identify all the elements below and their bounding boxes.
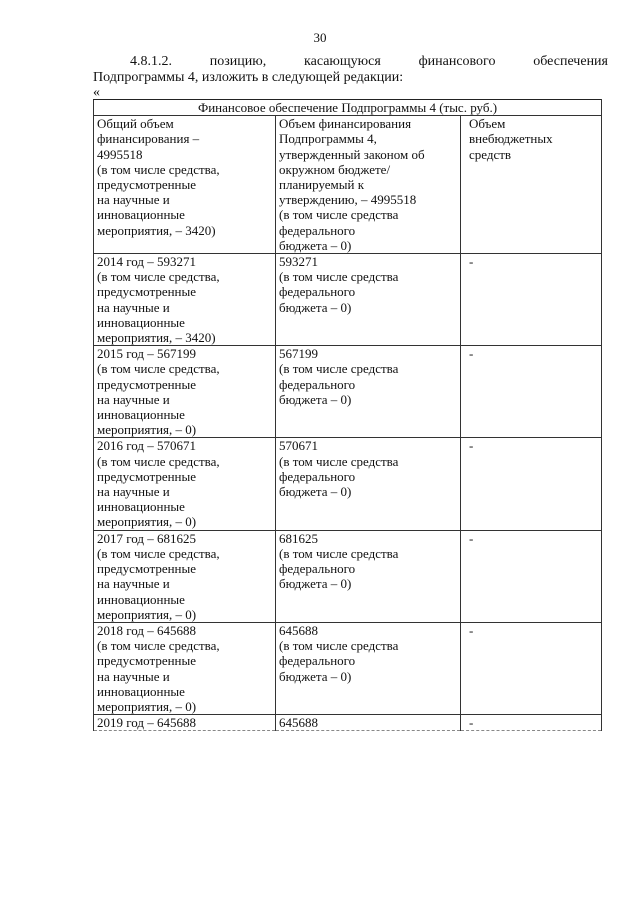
header-budget: Объем финансирования Подпрограммы 4, утвержденный законом об окружном бюджете/ планируемый к утверждению, – 4995518 (в том числе средства федерального бюджета – 0)	[276, 116, 461, 254]
open-quote: «	[93, 85, 100, 100]
table-row	[94, 254, 602, 346]
row-total-cell: 2019 год – 645688	[94, 715, 276, 731]
header-total: Общий объем финансирования – 4995518 (в том числе средства, предусмотренные на научные и инновационные мероприятия, – 3420)	[94, 116, 276, 254]
row-budget-cell: 645688 (в том числе средства федерального бюджета – 0)	[276, 622, 461, 714]
header-extrabudget: Объем внебюджетных средств	[461, 116, 602, 254]
row-extrabudget-cell: -	[461, 346, 602, 438]
row-extrabudget-cell: -	[461, 715, 602, 731]
table-row	[94, 346, 602, 438]
row-budget-cell: 570671 (в том числе средства федерального бюджета – 0)	[276, 438, 461, 530]
page-number: 30	[313, 30, 327, 45]
intro-line-1: 4.8.1.2. позицию, касающуюся финансового обеспечения	[130, 54, 608, 69]
financing-table	[93, 99, 602, 731]
table-row	[94, 622, 602, 714]
row-budget-cell: 645688	[276, 715, 461, 731]
row-extrabudget-cell: -	[461, 438, 602, 530]
row-total-cell: 2014 год – 593271 (в том числе средства, предусмотренные на научные и инновационные мероприятия, – 3420)	[94, 254, 276, 346]
row-total-cell: 2015 год – 567199 (в том числе средства, предусмотренные на научные и инновационные мероприятия, – 0)	[94, 346, 276, 438]
table-row	[94, 530, 602, 622]
table-row	[94, 438, 602, 530]
row-total-cell: 2016 год – 570671 (в том числе средства, предусмотренные на научные и инновационные мероприятия, – 0)	[94, 438, 276, 530]
intro-line-2: Подпрограммы 4, изложить в следующей редакции:	[93, 70, 404, 85]
row-extrabudget-cell: -	[461, 622, 602, 714]
row-extrabudget-cell: -	[461, 254, 602, 346]
row-total-cell: 2017 год – 681625 (в том числе средства, предусмотренные на научные и инновационные мероприятия, – 0)	[94, 530, 276, 622]
row-extrabudget-cell: -	[461, 530, 602, 622]
table-title-row	[94, 100, 602, 116]
table-row	[94, 715, 602, 731]
table-header-row	[94, 116, 602, 254]
row-total-cell: 2018 год – 645688 (в том числе средства, предусмотренные на научные и инновационные мероприятия, – 0)	[94, 622, 276, 714]
row-budget-cell: 567199 (в том числе средства федерального бюджета – 0)	[276, 346, 461, 438]
row-budget-cell: 681625 (в том числе средства федерального бюджета – 0)	[276, 530, 461, 622]
table-title: Финансовое обеспечение Подпрограммы 4 (тыс. руб.)	[94, 100, 602, 116]
row-budget-cell: 593271 (в том числе средства федерального бюджета – 0)	[276, 254, 461, 346]
